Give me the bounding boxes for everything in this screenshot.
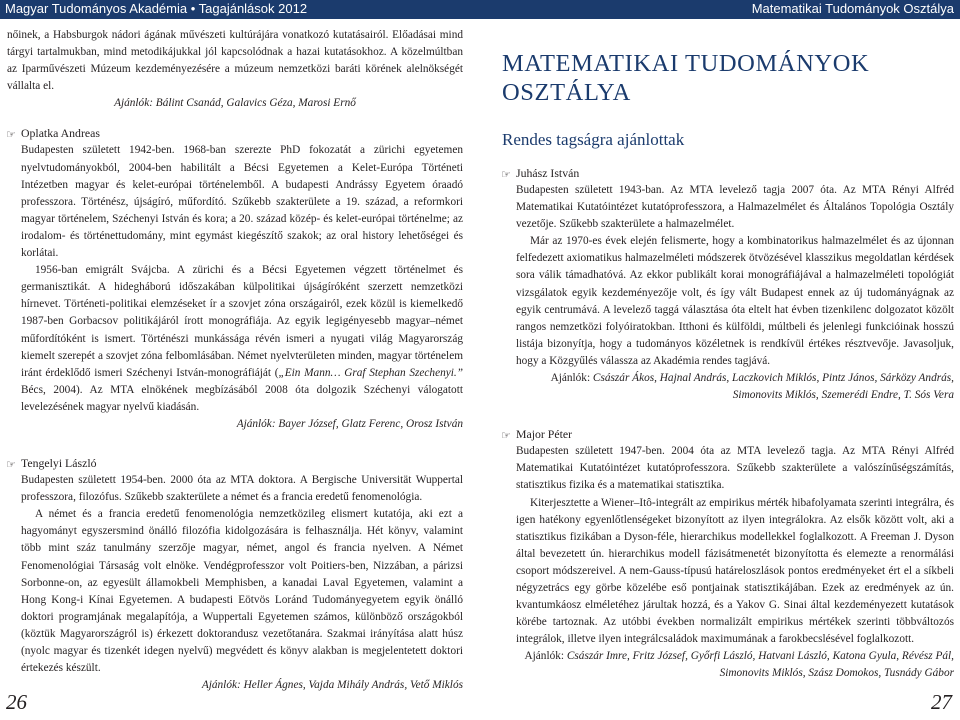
person-name: Juhász István xyxy=(516,166,580,180)
pointing-hand-icon: ☞ xyxy=(501,429,511,443)
bio-paragraph: Kiterjesztette a Wiener–Itô-integrált az empirikus mérték hibafolyamata szerinti integrálra, és igen hatékony egyenlőtlenségeket bizonyított az ilyen integrálokra. Az elsők között volt, aki a statisztikus fizikában a Dyson-féle, hierarchikus modellekkel foglalkozott. A Freeman J. Dyson által bevezetett ún. hierarchikus modell fázisátmenetét bizonyította és elemezte a renormálási csoport módszereivel. A nem-Gauss-típusú határeloszlások pontos eredményeket ért el a síkbeli négyzetrács egy görbe közelébe eső pontjainak statisztikájában. Ezek az eredmények az ún. kvantumkáosz elméletéhez járultak hozzá, és a Yakov G. Sinai által kezdeményezett kutatások körébe tartoznak. Az utóbbi években normalizált empirikus mértékek szerinti többváltozós integrálok, illetve ilyen integrálcsaládok maximumának a farokbecslésével foglalkozott. xyxy=(516,496,954,646)
recommenders: Ajánlók: Bayer József, Glatz Ferenc, Orosz István xyxy=(236,417,463,430)
recommenders: Ajánlók: Heller Ágnes, Vajda Mihály András, Vető Miklós xyxy=(201,679,463,692)
page-number-right: 27 xyxy=(931,690,952,714)
bio-paragraph: Budapesten született 1942-ben. 1968-ban szerezte PhD fokozatát a zürichi egyetemen nyelvtudományokból, 2004-ben habilitált a Bécsi Egyetemen a Kelet-Európa Történeti Intézetben magyar és kelet-európai történelemből. A budapesti Andrássy Egyetem óraadó professzora. Történész, újságíró, műfordító. Szűkebb szakterülete a 19. század, a reformkori magyar történelem, Széchenyi István és kora; a 20. század közép- és kelet-európai történelme; az irodalom- és történettudomány, mint egymást kiegészítő szakok; az oral history lehetőségei és korlátai. xyxy=(21,144,463,260)
page-header xyxy=(0,0,960,19)
bio-paragraph: Budapesten született 1943-ban. Az MTA levelező tagja 2007 óta. Az MTA Rényi Alfréd Matematikai Kutatóintézet kutatóprofesszora, a Halmazelmélet és Általános Topológia Osztály vezetője. Szűkebb szakterülete a halmazelmélet. xyxy=(516,184,954,231)
right-column xyxy=(502,27,954,683)
person-name: Tengelyi László xyxy=(21,456,97,471)
bio-paragraph: Budapesten született 1947-ben. 2004 óta az MTA levelező tagja. Az MTA Rényi Alfréd Matematikai Kutatóintézet kutatóprofesszora. Szűkebb szakterülete a valószínűségszámítás, statisztikus fizika és a matematikai statisztika. xyxy=(516,445,954,492)
bio-paragraph: 1956-ban emigrált Svájcba. A zürichi és a Bécsi Egyetemen végzett történelmet és germanisztikát. A hidegháború időszakában külpolitikai újságíróként szerzett nemzetközi hírnevet. Történeti-politikai elemzéseket ír a szovjet zóna országairól, ezek közül is kiemelkedő 1987-ben Gorbacsov politikájáról írott monográfiája. Az egyik legigényesebb magyar–német műfordítóként is ismert. Történészi munkássága révén ismeri a nyugati világ Magyarország kiemelt szerepét a szovjet zóna felbomlásában. Német nyelvterületen minden, magyar történelem iránt érdeklődő ismeri Széchenyi István-monográfiáját („Ein Mann… Graf Stephan Szechenyi.” Bécs, 2004). Az MTA elnökének megbízásából 2008 óta dolgozik Széchenyi válogatott levelezésének magyar nyelvű kiadásán. xyxy=(21,264,463,413)
person-name: Major Péter xyxy=(516,427,573,442)
entry-major xyxy=(502,426,954,682)
entry-name-row xyxy=(502,165,954,182)
intro-recommenders: Ajánlók: Bálint Csanád, Galavics Géza, Marosi Ernő xyxy=(114,97,356,110)
pointing-hand-icon: ☞ xyxy=(501,168,511,181)
recommenders: Ajánlók: Császár Imre, Fritz József, Győrfi László, Hatvani László, Katona Gyula, Révész Pál, Simonovits Miklós, Szász Domokos, Tusnády Gábor xyxy=(524,650,954,680)
entry-name-row xyxy=(7,125,463,142)
section-title: MATEMATIKAI TUDOMÁNYOK OSZTÁLYA xyxy=(502,50,870,106)
page-number-left: 26 xyxy=(6,690,27,714)
entry-juhasz xyxy=(502,165,954,404)
person-name: Oplatka Andreas xyxy=(21,126,100,141)
recommenders: Ajánlók: Császár Ákos, Hajnal András, Laczkovich Miklós, Pintz János, Sárközy András, Simonovits Miklós, Szemerédi Endre, T. Sós Vera xyxy=(550,372,954,402)
section-subtitle: Rendes tagságra ajánlottak xyxy=(502,130,685,149)
header-left-text: Magyar Tudományos Akadémia • Tagajánlások 2012 xyxy=(5,1,308,16)
entry-body xyxy=(502,182,954,404)
entry-body xyxy=(7,142,463,433)
intro-paragraph: nőinek, a Habsburgok nádori ágának művészeti kultúrájára vonatkozó kutatásairól. Előadásai mind tárgyi tartalmukban, mind metodikájukkal jól kapcsolódnak a hazai kutatásokhoz. A közelmúltban az Iparművészeti Múzeum kezdeményezésére a múzeum nemzetközi baráti körének alelnökségét vállalta el. xyxy=(7,29,463,93)
left-column xyxy=(7,27,463,694)
bio-paragraph: A német és a francia eredetű fenomenológia nemzetközileg elismert kutatója, aki ezt a hagyományt egyszersmind önálló filozófia kidolgozására is felhasználja. Hét könyv, valamint több mint száz tanulmány szerzője magyar, német, angol és francia nyelven. A Német Fenomenológiai Társaság volt elnöke. Vendégprofesszor volt Poitiers-ben, Nizzában, a párizsi Sorbonne-on, az egyesült államokbeli Memphisben, a kanadai Laval Egyetemen, valamint a Hong Kong-i Kínai Egyetemen. A budapesti Eötvös Loránd Tudományegyetem egyik önálló doktori programjának megalapítója, a Wuppertali Egyetemen számos, különböző országokból (köztük Magyarországról is) érkezett doktorandusz vezetőtanára. Szakmai irányítása alatt húsz (nyolc magyar és tizenkét idegen nyelvű) megvédett és könyv alakban is megjelentetett doktori értekezés készült. xyxy=(21,508,463,675)
entry-name-row xyxy=(7,455,463,472)
entry-body xyxy=(502,443,954,682)
bio-paragraph: Budapesten született 1954-ben. 2000 óta az MTA doktora. A Bergische Universität Wuppertal professzora, filozófus. Szűkebb szakterülete a német és a francia eredetű fenomenológia. xyxy=(21,474,463,504)
entry-tengelyi xyxy=(7,455,463,694)
entry-oplatka xyxy=(7,125,463,433)
pointing-hand-icon: ☞ xyxy=(6,128,16,142)
header-right-text: Matematikai Tudományok Osztálya xyxy=(751,1,954,16)
bio-paragraph: Már az 1970-es évek elején felismerte, hogy a kombinatorikus halmazelmélet és az újonnan felfedezett axiomatikus halmazelméleti módszerek ötvözésével klasszikus megoldatlan kérdések sora válik támadhatóvá. Az ekkor publikált korai monográfiájával a halmazelméleti topológiát vizsgálatok egyik kezdeményezője volt, és így vált Budapest ennek az új tudományágnak az egyik centrumává. A levelező taggá választása óta eltelt hat évben tizenkilenc dolgozatot közölt rangos nemzetközi folyóiratokban. Itthoni és külföldi, múltbeli és jelenlegi funkcióinak hosszú listája bizonyítja, hogy a tudományos közéletnek is rendkívül értékes résztvevője. Javasoljuk, hogy a Közgyűlés válassza az Akadémia rendes tagjává. xyxy=(516,235,954,367)
entry-body xyxy=(7,472,463,694)
entry-name-row xyxy=(502,426,954,443)
pointing-hand-icon: ☞ xyxy=(6,458,16,472)
